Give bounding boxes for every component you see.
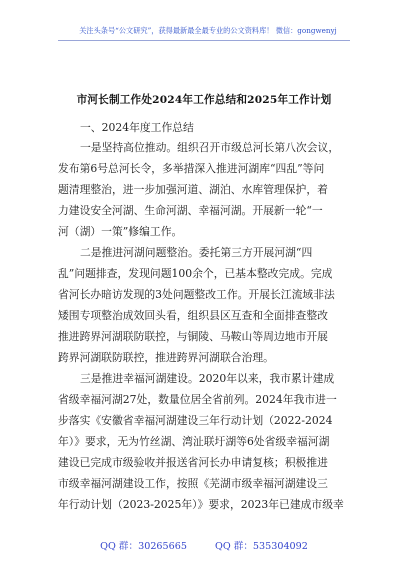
paragraph-line: 力建设安全河湖、生命河湖、幸福河湖。开展新一轮“一 bbox=[58, 204, 323, 217]
section-heading: 一、2024年度工作总结 bbox=[80, 121, 194, 134]
header-divider bbox=[58, 40, 350, 41]
qq-group-2: QQ 群：535304092 bbox=[214, 541, 308, 552]
paragraph-line: 矮围专项整治成效回头看，组织县区互查和全面排查整改 bbox=[58, 309, 328, 322]
paragraph-line: 年）》要求，无为竹丝湖、湾沚联圩湖等6处省级幸福河湖 bbox=[58, 435, 330, 448]
paragraph-line: 三是推进幸福河湖建设。2020年以来，我市累计建成 bbox=[80, 372, 335, 385]
header-banner: 关注头条号“公文研究”，获得最新最全最专业的公文资料库！ 微信：gongwenyj bbox=[79, 26, 337, 35]
paragraph-line: 省河长办暗访发现的3处问题整改工作。开展长江流域非法 bbox=[58, 288, 335, 301]
qq-group-1: QQ 群：30265665 bbox=[100, 541, 187, 552]
paragraph-line: 题清理整治，进一步加强河道、湖泊、水库管理保护，着 bbox=[58, 183, 328, 196]
paragraph-line: 步落实《安徽省幸福河湖建设三年行动计划（2022-2024 bbox=[58, 414, 333, 427]
paragraph-line: 乱”问题排查，发现问题100余个，已基本整改完成。完成 bbox=[58, 267, 333, 280]
paragraph-line: 一是坚持高位推动。组织召开市级总河长第八次会议， bbox=[80, 141, 340, 154]
paragraph-line: 建设已完成市级验收并报送省河长办申请复核；积极推进 bbox=[58, 456, 328, 469]
footer bbox=[0, 538, 408, 552]
paragraph-line: 市级幸福河湖建设工作，按照《芜湖市级幸福河湖建设三 bbox=[58, 477, 328, 490]
paragraph-line: 发布第6号总河长令，多举措深入推进河湖库“四乱”等问 bbox=[58, 162, 325, 175]
paragraph-line: 年行动计划（2023-2025年）》要求，2023年已建成市级幸 bbox=[58, 498, 344, 511]
paragraph-line: 推进跨界河湖联防联控，与铜陵、马鞍山等周边地市开展 bbox=[58, 330, 328, 343]
paragraph-line: 省级幸福河湖27处，数量位居全省前列。2024年我市进一 bbox=[58, 393, 337, 406]
paragraph-line: 二是推进河湖问题整治。委托第三方开展河湖“四 bbox=[80, 246, 313, 259]
paragraph-line: 跨界河湖联防联控，推进跨界河湖联合治理。 bbox=[58, 351, 274, 364]
paragraph-line: 河（湖）一策”修编工作。 bbox=[58, 225, 183, 238]
document-title: 市河长制工作处2024年工作总结和2025年工作计划 bbox=[76, 94, 332, 106]
